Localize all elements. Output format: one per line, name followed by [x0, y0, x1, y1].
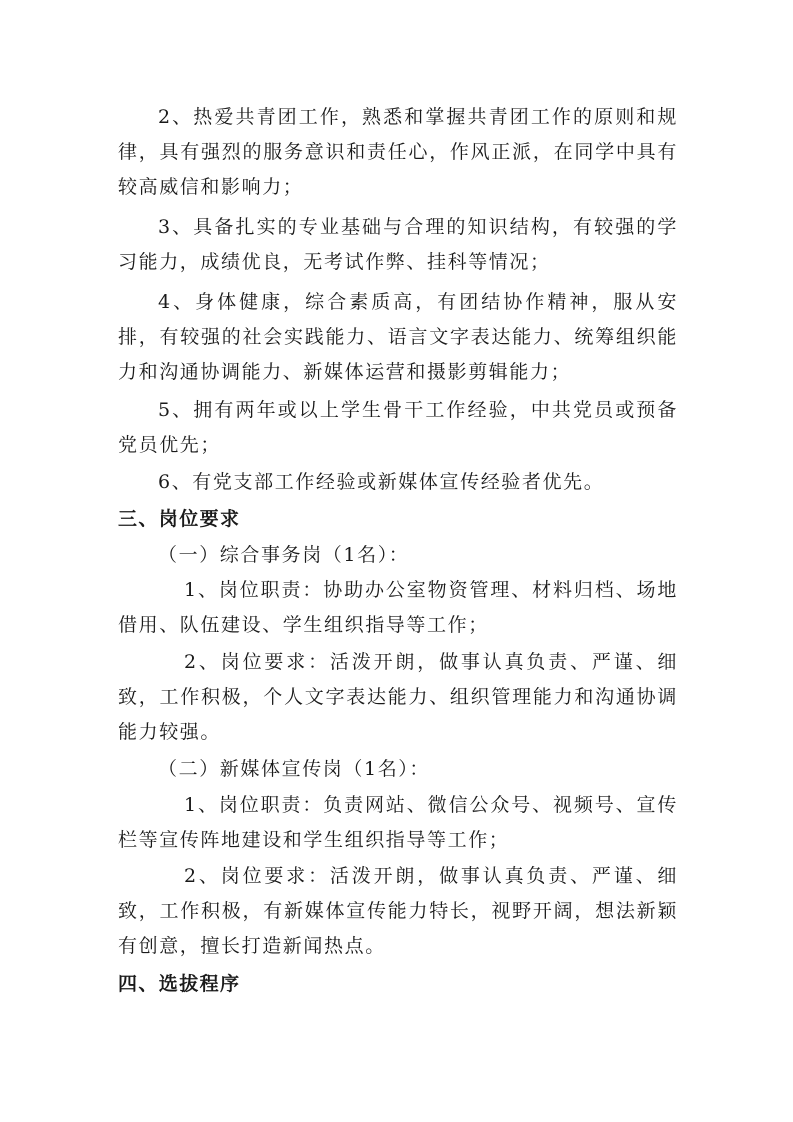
job-title-general-affairs: （一）综合事务岗（1名）：	[158, 544, 410, 566]
paragraph-requirement-5: 5、拥有两年或以上学生骨干工作经验，中共党员或预备党员优先；	[118, 399, 678, 456]
section-heading-selection-procedure: 四、选拔程序	[118, 973, 241, 995]
job-duty-new-media: 1、岗位职责：负责网站、微信公众号、视频号、宣传栏等宣传阵地建设和学生组织指导等工作；	[118, 794, 678, 851]
job-requirement-general-affairs: 2、岗位要求：活泼开朗，做事认真负责、严谨、细致，工作积极，个人文字表达能力、组织管理能力和沟通协调能力较强。	[118, 651, 678, 743]
paragraph-requirement-2: 2、热爱共青团工作，熟悉和掌握共青团工作的原则和规律，具有强烈的服务意识和责任心，作风正派，在同学中具有较高威信和影响力；	[118, 106, 678, 198]
job-requirement-new-media: 2、岗位要求：活泼开朗，做事认真负责、严谨、细致，工作积极，有新媒体宣传能力特长，视野开阔，想法新颖有创意，擅长打造新闻热点。	[118, 865, 678, 957]
paragraph-requirement-6: 6、有党支部工作经验或新媒体宣传经验者优先。	[158, 471, 605, 493]
section-heading-job-requirements: 三、岗位要求	[118, 508, 241, 530]
paragraph-requirement-3: 3、具备扎实的专业基础与合理的知识结构，有较强的学习能力，成绩优良，无考试作弊、挂科等情况；	[118, 216, 678, 273]
job-title-new-media: （二）新媒体宣传岗（1名）：	[158, 758, 430, 780]
job-duty-general-affairs: 1、岗位职责：协助办公室物资管理、材料归档、场地借用、队伍建设、学生组织指导等工作；	[118, 579, 678, 636]
paragraph-requirement-4: 4、身体健康，综合素质高，有团结协作精神，服从安排，有较强的社会实践能力、语言文字表达能力、统筹组织能力和沟通协调能力、新媒体运营和摄影剪辑能力；	[118, 291, 678, 383]
